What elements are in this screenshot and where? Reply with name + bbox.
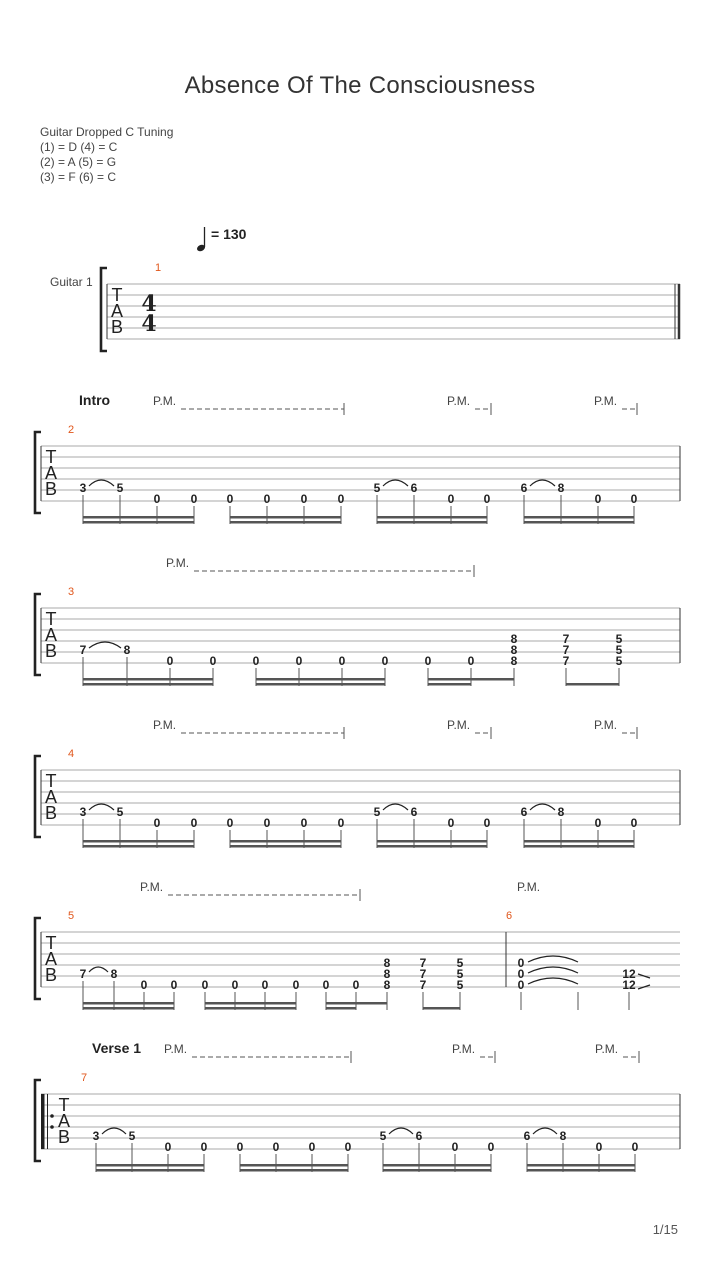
fret-number: 0 [263,492,271,506]
repeat-dot [50,1114,54,1118]
palm-mute-label: P.M. [517,880,541,894]
fret-number: 5 [456,967,464,981]
rhythm-beams [96,1164,635,1172]
hammer-on-arc [389,1128,413,1134]
fret-number: 6 [523,1129,531,1143]
measure-number: 5 [68,910,75,922]
fret-number: 0 [517,956,525,970]
system-bracket [35,432,41,513]
section-label: Intro [79,392,111,408]
hammer-on-arc [89,967,108,972]
measure-number: 2 [68,424,75,436]
fret-number: 5 [128,1129,136,1143]
rhythm-stems [83,495,634,524]
beam [524,521,634,524]
tab-clef-b: B [57,1127,71,1147]
fret-number: 5 [456,956,464,970]
section-label: Verse 1 [92,1040,142,1056]
fret-number: 8 [383,967,391,981]
fret-numbers [93,1129,639,1154]
rhythm-stems [96,1143,635,1172]
staff-system-2 [35,432,680,524]
fret-number: 0 [447,816,455,830]
tab-clef-t: T [111,285,123,305]
hammer-on-arc [89,642,121,648]
tuning-line: (1) = D (4) = C [40,140,118,154]
beam [423,1007,460,1010]
palm-mute-label: P.M. [594,394,618,408]
fret-number: 0 [295,654,303,668]
beam [83,1007,174,1010]
fret-number: 6 [520,481,528,495]
time-signature-top: 4 [141,291,157,317]
system-bracket [35,756,41,837]
hammer-on-arc [383,480,408,486]
tab-clef-a: A [44,787,58,807]
system-bracket [101,268,107,351]
fret-number: 0 [300,816,308,830]
beam [230,845,341,848]
fret-number: 0 [190,816,198,830]
fret-number: 0 [447,492,455,506]
beam [230,516,341,519]
fret-number: 0 [209,654,217,668]
beam [383,1164,491,1167]
beam [240,1164,348,1167]
fret-number: 0 [153,492,161,506]
fret-number: 6 [520,805,528,819]
fret-number: 0 [200,1140,208,1154]
staff-system-4 [35,756,680,848]
hammer-on-arc [530,804,555,810]
beam [96,1164,204,1167]
fret-number: 5 [116,481,124,495]
fret-number: 3 [79,805,87,819]
fret-number: 8 [510,654,518,668]
beam [256,683,385,686]
fret-number: 0 [352,978,360,992]
fret-number: 0 [226,492,234,506]
tab-clef-t: T [45,933,57,953]
tempo-value: = 130 [211,226,247,242]
beam [527,1164,635,1167]
fret-number: 3 [79,481,87,495]
palm-mute [153,718,637,739]
beam [524,840,634,843]
fret-number: 8 [557,481,565,495]
slur-arcs [102,1128,557,1134]
fret-number: 7 [562,632,570,646]
beam [240,1169,348,1172]
fret-number: 0 [595,1140,603,1154]
palm-mute-label: P.M. [447,394,471,408]
fret-number: 8 [110,967,118,981]
beam [524,516,634,519]
instrument-label: Guitar 1 [50,275,93,289]
fret-number: 0 [594,816,602,830]
hammer-on-arc [89,480,114,486]
staff-system-3 [35,594,680,686]
fret-number: 8 [510,632,518,646]
beam [566,683,619,686]
tab-clef-a: A [57,1111,71,1131]
palm-mute-label: P.M. [164,1042,188,1056]
tab-clef-a: A [44,463,58,483]
repeat-dot [50,1125,54,1129]
rhythm-beams [83,516,634,524]
fret-number: 0 [594,492,602,506]
fret-number: 0 [140,978,148,992]
beam [83,1002,174,1005]
fret-number: 0 [483,492,491,506]
beam [205,1002,296,1005]
slur-arcs [89,480,555,486]
fret-number: 0 [226,816,234,830]
tab-clef-b: B [44,479,58,499]
beam [83,683,213,686]
tuning-name: Guitar Dropped C Tuning [40,125,174,139]
fret-number: 7 [562,643,570,657]
fret-number: 5 [615,654,623,668]
beam [83,840,194,843]
beam [377,840,487,843]
tab-clef-t: T [45,447,57,467]
fret-number: 12 [622,978,636,992]
fret-number: 0 [381,654,389,668]
palm-mute-label: P.M. [447,718,471,732]
hammer-on-arc [89,804,114,810]
palm-mute-label: P.M. [140,880,164,894]
tempo-marking [196,226,247,252]
beam [377,521,487,524]
tab-clef-t: T [58,1095,70,1115]
fret-number: 0 [272,1140,280,1154]
tuning-line: (2) = A (5) = G [40,155,117,169]
tuning-line: (3) = F (6) = C [40,170,117,184]
fret-number: 0 [164,1140,172,1154]
fret-number: 0 [630,816,638,830]
repeat-start-thick-bar [41,1094,45,1149]
rhythm-stems [83,819,634,848]
beam [230,840,341,843]
palm-mute-label: P.M. [153,394,177,408]
palm-mute [164,1042,639,1063]
fret-number: 5 [379,1129,387,1143]
beam [383,1169,491,1172]
fret-number: 0 [170,978,178,992]
beam [524,845,634,848]
fret-number: 0 [263,816,271,830]
fret-number: 0 [424,654,432,668]
fret-number: 5 [615,643,623,657]
fret-number: 0 [201,978,209,992]
fret-number: 7 [562,654,570,668]
fret-number: 0 [631,1140,639,1154]
fret-number: 0 [337,492,345,506]
system-bracket [35,594,41,675]
rhythm-stems [83,657,619,686]
tab-clef-a: A [44,625,58,645]
beam [83,678,213,681]
fret-number: 7 [419,956,427,970]
palm-mute [166,556,474,577]
beam [83,845,194,848]
fret-number: 12 [622,967,636,981]
fret-number: 5 [615,632,623,646]
fret-number: 0 [308,1140,316,1154]
hammer-on-arc [533,1128,557,1134]
beam [96,1169,204,1172]
fret-number: 0 [451,1140,459,1154]
fret-number: 7 [419,967,427,981]
measure-number: 4 [68,748,75,760]
fret-number: 0 [337,816,345,830]
measure-number: 6 [506,910,513,922]
rhythm-beams [83,678,619,686]
fret-number: 8 [383,978,391,992]
fret-number: 5 [116,805,124,819]
hammer-on-arc [530,480,555,486]
system-bracket [35,1080,41,1161]
fret-number: 0 [252,654,260,668]
palm-mute-label: P.M. [594,718,618,732]
tab-clef-b: B [44,641,58,661]
fret-number: 0 [338,654,346,668]
tab-clef-a: A [44,949,58,969]
beam [428,678,514,681]
tie-arc [528,956,578,962]
tab-clef-t: T [45,609,57,629]
fret-number: 8 [557,805,565,819]
fret-number: 6 [410,805,418,819]
beam [83,516,194,519]
palm-mute-label: P.M. [595,1042,619,1056]
tab-clef-b: B [44,803,58,823]
fret-number: 0 [344,1140,352,1154]
fret-number: 0 [261,978,269,992]
tie-arc [528,967,578,973]
palm-mute [153,394,637,415]
fret-number: 0 [166,654,174,668]
palm-mute-label: P.M. [166,556,190,570]
measure-number: 3 [68,586,75,598]
beam [326,1002,387,1005]
beam [326,1007,356,1010]
beam [205,1007,296,1010]
page-title: Absence Of The Consciousness [184,72,536,99]
beam [377,845,487,848]
staff-system-5 [35,918,680,1010]
staff-system-6 [35,1080,680,1172]
tab-clef-b: B [110,317,124,337]
beam [83,521,194,524]
beam [527,1169,635,1172]
tab-clef-b: B [44,965,58,985]
time-signature-bottom: 4 [141,311,157,337]
fret-number: 0 [190,492,198,506]
fret-number: 5 [373,481,381,495]
fret-number: 0 [300,492,308,506]
fret-number: 7 [419,978,427,992]
fret-number: 8 [123,643,131,657]
slur-arcs [89,804,555,810]
hammer-on-arc [383,804,408,810]
fret-number: 0 [153,816,161,830]
fret-number: 0 [483,816,491,830]
fret-number: 0 [517,978,525,992]
fret-number: 0 [236,1140,244,1154]
measure-number: 1 [155,262,162,274]
fret-number: 8 [383,956,391,970]
palm-mute [140,880,540,901]
palm-mute-label: P.M. [153,718,177,732]
beam [377,516,487,519]
fret-number: 0 [322,978,330,992]
measure-number: 7 [81,1072,88,1084]
fret-number: 5 [373,805,381,819]
hammer-on-arc [102,1128,126,1134]
fret-number: 0 [231,978,239,992]
tab-clef-a: A [110,301,124,321]
rhythm-beams [83,840,634,848]
tab-clef-t: T [45,771,57,791]
system-bracket [35,918,41,999]
fret-number: 0 [630,492,638,506]
fret-number: 8 [510,643,518,657]
tie-arc [528,978,578,984]
rhythm-beams [83,1002,460,1010]
fret-number: 0 [467,654,475,668]
fret-number: 3 [92,1129,100,1143]
fret-number: 0 [292,978,300,992]
fret-number: 0 [517,967,525,981]
fret-number: 7 [79,643,87,657]
palm-mute-label: P.M. [452,1042,476,1056]
staff-system-1 [101,268,680,351]
beam [256,678,385,681]
fret-number: 5 [456,978,464,992]
fret-number: 6 [410,481,418,495]
fret-number: 7 [79,967,87,981]
fret-number: 8 [559,1129,567,1143]
beam [428,683,471,686]
page-number: 1/15 [652,1222,678,1237]
fret-number: 0 [487,1140,495,1154]
beam [230,521,341,524]
fret-number: 6 [415,1129,423,1143]
